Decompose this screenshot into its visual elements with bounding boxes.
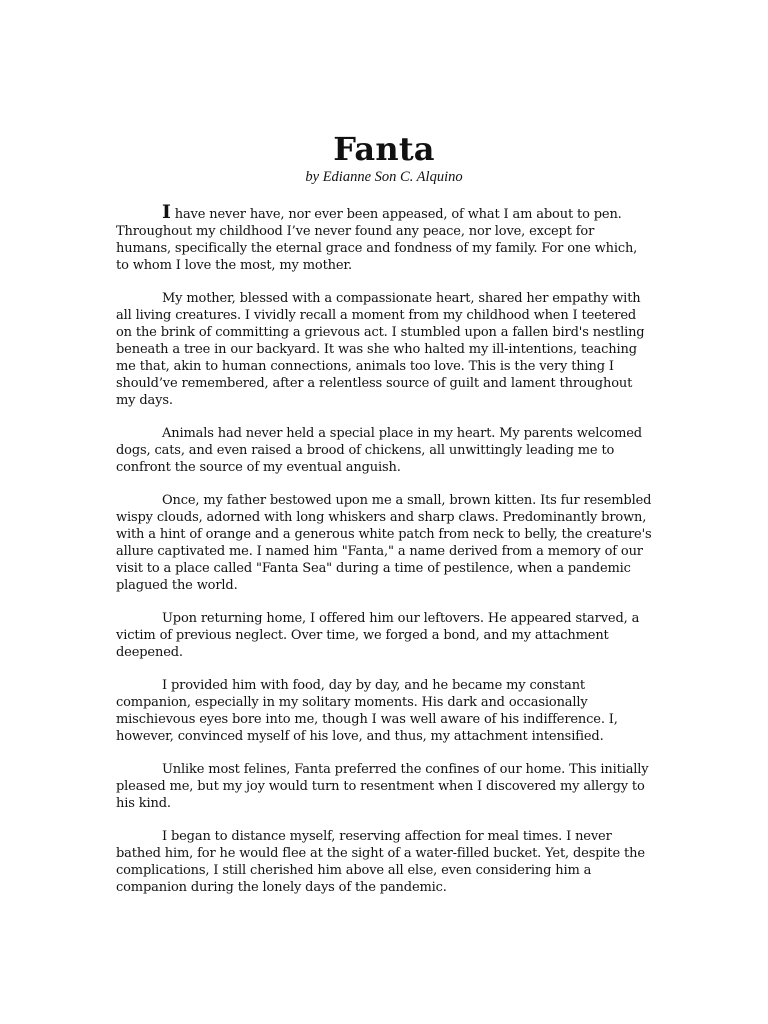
story-body [116,201,652,896]
paragraph-6: I provided him with food, day by day, and he became my constant companion, especially in my solitary moments. His dark and occasionally mischievous eyes bore into me, though I was well aware of his indifference. I, however, convinced myself of his love, and thus, my attachment intensified. [116,678,618,744]
paragraph-3: Animals had never held a special place in my heart. My parents welcomed dogs, cats, and even raised a brood of chickens, all unwittingly leading me to confront the source of my eventual anguish. [116,426,642,475]
drop-cap-initial: I [162,201,171,223]
paragraph-4: Once, my father bestowed upon me a small, brown kitten. Its fur resembled wispy clouds, adorned with long whiskers and sharp claws. Predominantly brown, with a hint of orange and a generous white patch from neck to belly, the creature's allure captivated me. I named him "Fanta," a name derived from a memory of our visit to a place called "Fanta Sea" during a time of pestilence, when a pandemic plagued the world. [116,493,652,593]
author-byline: by Edianne Son C. Alquino [305,169,463,185]
paragraph-2: My mother, blessed with a compassionate heart, shared her empathy with all living creatures. I vividly recall a moment from my childhood when I teetered on the brink of committing a grievous act. I stumbled upon a fallen bird's nestling beneath a tree in our backyard. It was she who halted my ill-intentions, teaching me that, akin to human connections, animals too love. This is the very thing I should’ve remembered, after a relentless source of guilt and lament throughout my days. [116,291,645,408]
paragraph-5: Upon returning home, I offered him our leftovers. He appeared starved, a victim of previous neglect. Over time, we forged a bond, and my attachment deepened. [116,611,640,660]
document-page [116,130,652,912]
paragraph-1-text: have never have, nor ever been appeased, of what I am about to pen. Throughout my childhood I’ve never found any peace, nor love, except for humans, specifically the eternal grace and fondness of my family. For one which, to whom I love the most, my mother. [116,207,638,273]
paragraph-7: Unlike most felines, Fanta preferred the confines of our home. This initially pleased me, but my joy would turn to resentment when I discovered my allergy to his kind. [116,762,649,811]
document-title: Fanta [333,130,435,168]
paragraph-1 [116,201,652,274]
paragraph-8: I began to distance myself, reserving affection for meal times. I never bathed him, for he would flee at the sight of a water-filled bucket. Yet, despite the complications, I still cherished him above all else, even considering him a companion during the lonely days of the pandemic. [116,829,645,895]
